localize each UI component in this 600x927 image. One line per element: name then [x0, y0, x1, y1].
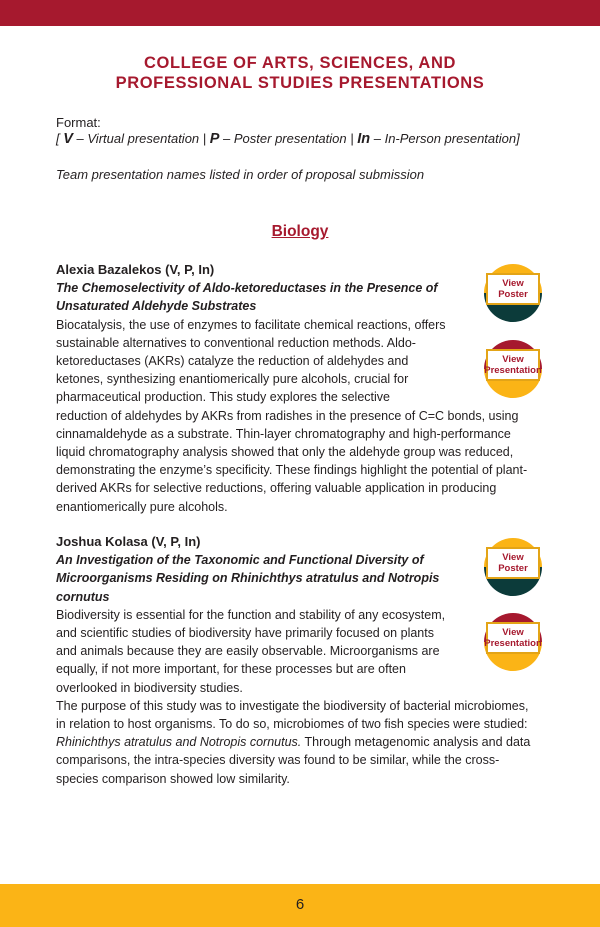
presentation-title-line: Unsaturated Aldehyde Substrates — [56, 299, 257, 314]
abstract — [56, 606, 546, 788]
page-title-line-2: PROFESSIONAL STUDIES PRESENTATIONS — [115, 74, 485, 92]
format-text-inperson: – In-Person presentation] — [370, 131, 520, 146]
species-names: Rhinichthys atratulus and Notropis cornutus. — [56, 735, 302, 750]
presentation-entry — [56, 533, 546, 788]
abstract-text: Biodiversity is essential for the function and stability of any ecosystem, and scientific studies of biodiversity have primarily focused on plants and animals because they are easily observable. Microorganisms are equally, if not more important, for these processes but are often overlooked in biodiversity studies. — [56, 607, 446, 695]
format-code-inperson: In — [357, 131, 371, 147]
format-text-poster: – Poster presentation | — [219, 131, 358, 146]
presentation-title-line: An Investigation of the Taxonomic and Functional Diversity of — [56, 553, 424, 568]
abstract-text: Biocatalysis, the use of enzymes to facilitate chemical reactions, offers sustainable alternatives to conventional reduction methods. Aldo-ketoreductases (AKRs) catalyze the reduction of aldehydes and ketones, synthesizing enantiomerically pure alcohols, crucial for pharmaceutical production. This study explores the selective — [56, 317, 446, 405]
presentation-title-line: The Chemoselectivity of Aldo-ketoreductases in the Presence of — [56, 281, 438, 296]
top-color-bar — [0, 0, 600, 26]
abstract-text-part: The purpose of this study was to investigate the biodiversity of bacterial microbiomes, in relation to host organisms. To do so, microbiomes of two fish species were studied: — [56, 698, 529, 732]
team-note: Team presentation names listed in order of proposal submission — [56, 167, 425, 182]
abstract-text-part: Through metagenomic analysis and data comparisons, the intra-species diversity was found to be similar, while the cross-species comparison showed low similarity. — [56, 735, 531, 786]
view-presentation-label[interactable]: View Presentation — [486, 349, 540, 381]
format-label: Format: — [56, 115, 101, 130]
presenter-name: Joshua Kolasa (V, P, In) — [56, 534, 201, 549]
presentation-title — [56, 551, 456, 606]
abstract — [56, 316, 546, 516]
abstract-text: reduction of aldehydes by AKRs from radishes in the presence of C=C bonds, using cinnamaldehyde as a substrate. Thin-layer chromatography and high-performance liquid chromatography analysis showed that only the aldehyde group was reduced, demonstrating the enzyme’s specificity. These findings highlight the potential of plant-derived AKRs for selective reductions, offering valuable application in producing enantiomerically pure alcohols. — [56, 408, 528, 514]
page-title-line-1: COLLEGE OF ARTS, SCIENCES, AND — [144, 54, 456, 72]
view-presentation-label[interactable]: View Presentation — [486, 622, 540, 654]
view-poster-label[interactable]: View Poster — [486, 273, 540, 305]
abstract-text — [56, 697, 541, 788]
page-number: 6 — [295, 896, 305, 913]
format-legend — [56, 131, 520, 147]
format-open-bracket: [ — [56, 131, 60, 146]
page-title — [0, 53, 600, 93]
format-code-virtual: V — [63, 131, 73, 147]
view-poster-label[interactable]: View Poster — [486, 547, 540, 579]
presentation-title-line: Microorganisms Residing on Rhinichthys atratulus and Notropis — [56, 571, 440, 586]
format-code-poster: P — [209, 131, 220, 147]
presentation-entry — [56, 261, 546, 516]
format-text-virtual: – Virtual presentation | — [72, 131, 210, 146]
presentation-title-line: cornutus — [56, 589, 110, 604]
presentation-title — [56, 279, 456, 315]
section-heading-biology: Biology — [271, 223, 329, 240]
presenter-name: Alexia Bazalekos (V, P, In) — [56, 262, 215, 277]
